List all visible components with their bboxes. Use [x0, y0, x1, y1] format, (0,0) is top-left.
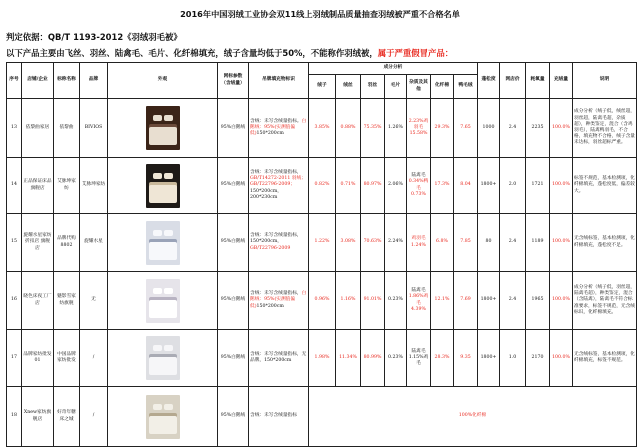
cell-synthetic: 6.8%	[431, 214, 454, 272]
impurity-highlight: 2.23%鸡羽毛 15.58%	[408, 118, 429, 137]
cell-label-name: 好奇年糖床之城	[54, 387, 80, 447]
cell-brand: 艾脉坤家纺	[80, 158, 108, 214]
header-no: 序号	[7, 63, 22, 99]
header-impurity: 杂质及其他	[407, 75, 431, 99]
cell-hang-tag	[249, 158, 309, 214]
cell-shop: 正品保证床品旗舰店	[22, 158, 54, 214]
cell-feather: 1.26%	[385, 99, 407, 158]
cell-oxygen: 2.4	[500, 214, 526, 272]
header-duck-ratio: 鸭毛绒	[454, 75, 478, 99]
cell-duck-ratio: 100.0%	[550, 214, 573, 272]
cell-hang-tag	[249, 272, 309, 330]
cell-duck-ratio: 100.0%	[550, 158, 573, 214]
cell-brand: 旋耀水星	[80, 214, 108, 272]
cell-claim: 95%白鹅绒	[218, 330, 249, 387]
cell-no: 16	[7, 272, 22, 330]
cell-shop: 品牌家纺批发01	[22, 330, 54, 387]
cell-shop: 旋耀水星家纺折扣店 旗舰店	[22, 214, 54, 272]
cell-brand: 无	[80, 272, 108, 330]
cell-fluff: 3.08%	[336, 214, 361, 272]
hang-tag-size: 150*200cm	[256, 303, 284, 309]
header-appearance: 外观	[108, 63, 218, 99]
cell-fill-weight: 1189	[526, 214, 550, 272]
cell-fluff: 1.16%	[336, 272, 361, 330]
cell-loft: 7.65	[454, 99, 478, 158]
cell-label-name: 艾脉坤家纺	[54, 158, 80, 214]
hang-tag-text: 含绒：未写含绒量指标，	[250, 169, 302, 175]
header-feather-fiber: 羽丝	[361, 75, 385, 99]
cell-synthetic: 12.1%	[431, 272, 454, 330]
cell-synthetic: 28.3%	[431, 330, 454, 387]
header-feather: 毛片	[385, 75, 407, 99]
cell-fill-weight: 1965	[526, 272, 550, 330]
cell-price: 80	[478, 214, 500, 272]
table-row	[7, 158, 637, 214]
cell-shop: Xnew家纺旗舰店	[22, 387, 54, 447]
product-photo	[146, 336, 180, 380]
cell-hang-tag	[249, 330, 309, 387]
cell-label-name: 依黎曲	[54, 99, 80, 158]
cell-feather: 0.23%	[385, 330, 407, 387]
cell-brand: /	[80, 330, 108, 387]
intro-text	[6, 47, 453, 59]
cell-feather-fiber: 91.01%	[361, 272, 385, 330]
cell-oxygen: 2.4	[500, 99, 526, 158]
impurity-text: 陆禽毛	[411, 288, 426, 294]
hang-tag-text: 含绒：未写含绒量指标，150*200cm，	[250, 233, 302, 245]
cell-price: 1800+	[478, 330, 500, 387]
cell-feather: 2.06%	[385, 158, 407, 214]
cell-label-name: 中国品牌家纺批发	[54, 330, 80, 387]
hang-tag-text: 含绒：未写含绒量指标，	[250, 291, 302, 297]
cell-fluff: 0.88%	[336, 99, 361, 158]
header-oxygen: 耗氧量	[526, 63, 550, 99]
cell-duck-ratio: 100.0%	[550, 272, 573, 330]
cell-shop: 依黎曲家居	[22, 99, 54, 158]
cell-brand: BIVIOS	[80, 99, 108, 158]
cell-duck-ratio: 100.0%	[550, 330, 573, 387]
cell-appearance	[108, 330, 218, 387]
header-shop: 店铺/企业	[22, 63, 54, 99]
cell-label-name: 品牌代购 8802	[54, 214, 80, 272]
header-notes: 说明	[573, 63, 637, 99]
product-photo	[146, 395, 180, 439]
table-row	[7, 272, 637, 330]
hang-tag-highlight: 白鹅绒：95%(实测值偏低)	[250, 118, 307, 137]
intro-prefix: 以下产品主要由飞丝、羽丝、陆禽毛、毛片、化纤棉填充，绒子含量均低于50%，不能称作羽绒被，	[6, 48, 378, 58]
cell-down: 1.22%	[309, 214, 336, 272]
cell-fluff: 0.71%	[336, 158, 361, 214]
header-fluff: 绒丝	[336, 75, 361, 99]
cell-notes: 成分分析（绒子低，羽丝超，陆禽毛超），种类鉴定，混合（含陆禽），陆禽毛不符合标准要求，标签不规范，无含绒标识，化纤棉填充。	[573, 272, 637, 330]
cell-down: 0.82%	[309, 158, 336, 214]
cell-fluff: 11.34%	[336, 330, 361, 387]
cell-brand: /	[80, 387, 108, 447]
cell-price: 1000	[478, 99, 500, 158]
product-photo	[146, 279, 180, 323]
cell-impurity	[407, 158, 431, 214]
hang-tag-size: ，无品牌，150*200cm	[250, 351, 307, 363]
cell-oxygen: 2.0	[500, 158, 526, 214]
product-photo	[146, 106, 180, 150]
cell-no: 17	[7, 330, 22, 387]
results-table	[6, 62, 637, 447]
cell-synthetic: 17.3%	[431, 158, 454, 214]
impurity-text: 陆禽毛	[411, 173, 426, 179]
cell-price: 1800+	[478, 158, 500, 214]
header-fill-weight: 充绒量	[550, 63, 573, 99]
header-brand: 品牌	[80, 63, 108, 99]
cell-hang-tag	[249, 214, 309, 272]
cell-notes: 无含绒标签，基本检测项，化纤棉填充，蓬松度不足。	[573, 214, 637, 272]
cell-feather: 2.24%	[385, 214, 407, 272]
cell-feather-fiber: 70.63%	[361, 214, 385, 272]
cell-notes: 成分分析（绒子低，绒丝超，羽丝超，陆禽毛超，杂质超），种类鉴定，混合（含鸡羽毛），陆禽鸭羽毛，不合格，填充物不合格，绒子含量未达标，羽丝超标严重。	[573, 99, 637, 158]
cell-appearance	[108, 272, 218, 330]
cell-feather: 0.23%	[385, 272, 407, 330]
cell-appearance	[108, 99, 218, 158]
cell-fill-weight: 2235	[526, 99, 550, 158]
cell-no: 18	[7, 387, 22, 447]
header-hang-tag: 吊牌填充物标识	[249, 63, 309, 99]
table-row	[7, 99, 637, 158]
cell-claim: 95%白鹅绒	[218, 387, 249, 447]
cell-feather-fiber: 75.35%	[361, 99, 385, 158]
cell-claim: 95%白鹅绒	[218, 272, 249, 330]
hang-tag-highlight: GB/T14272-2011 羽绒；GB/T22796-2009；	[250, 176, 306, 188]
table-row	[7, 387, 637, 447]
impurity-highlight: 鸡羽毛 1.24%	[411, 236, 426, 248]
hang-tag-highlight: GB/T22796-2009	[250, 245, 291, 251]
intro-highlight: 属于严重假冒产品：	[377, 48, 454, 58]
cell-impurity	[407, 99, 431, 158]
header-price: 网店价	[500, 63, 526, 99]
cell-fill-weight: 1721	[526, 158, 550, 214]
cell-appearance	[108, 387, 218, 447]
impurity-highlight: 1.86%鸡毛 4.39%	[408, 294, 429, 312]
cell-claim: 95%白鹅绒	[218, 99, 249, 158]
cell-duck-ratio: 100.0%	[550, 99, 573, 158]
cell-notes: 无含绒标签，基本检测项，化纤棉填充，标签不规范。	[573, 330, 637, 387]
cell-loft: 8.04	[454, 158, 478, 214]
cell-no: 15	[7, 214, 22, 272]
cell-no: 14	[7, 158, 22, 214]
header-synthetic: 化纤棉	[431, 75, 454, 99]
hang-tag-size: 150*200cm	[256, 131, 284, 137]
cell-label-name: 魅影雪家纺旗舰	[54, 272, 80, 330]
product-photo	[146, 164, 180, 208]
hang-tag-text: 含绒：未写含绒量指标。	[250, 118, 302, 124]
judgment-basis: 判定依据：QB/T 1193-2012《羽绒羽毛被》	[6, 32, 182, 42]
impurity-highlight: 0.34%鸭毛 0.73%	[408, 179, 429, 197]
impurity-text: 陆禽毛 1.15%鸡毛	[408, 348, 429, 367]
cell-oxygen: 1.0	[500, 330, 526, 387]
header-label-name: 标称名称	[54, 63, 80, 99]
cell-down: 1.98%	[309, 330, 336, 387]
cell-down: 3.85%	[309, 99, 336, 158]
cell-loft: 7.85	[454, 214, 478, 272]
cell-impurity	[407, 214, 431, 272]
hang-tag-highlight: 白鹅绒：95%(实测值偏低)	[250, 291, 307, 309]
hang-tag-text: 含绒：未写含绒量指标	[250, 351, 297, 357]
table-row	[7, 330, 637, 387]
cell-impurity	[407, 272, 431, 330]
cell-down: 0.96%	[309, 272, 336, 330]
cell-no: 13	[7, 99, 22, 158]
cell-feather-fiber: 80.97%	[361, 158, 385, 214]
header-claim: 网标参数（含绒量）	[218, 63, 249, 99]
cell-shop: 晓色床夜工厂店	[22, 272, 54, 330]
header-composition: 成分分析	[309, 63, 478, 75]
product-photo	[146, 221, 180, 265]
cell-fill-weight: 2170	[526, 330, 550, 387]
cell-price: 1800+	[478, 272, 500, 330]
cell-claim: 95%白鹅绒	[218, 214, 249, 272]
cell-loft: 9.35	[454, 330, 478, 387]
cell-appearance	[108, 158, 218, 214]
cell-loft: 7.69	[454, 272, 478, 330]
cell-full-row-note: 100%化纤棉	[309, 387, 637, 447]
page-title: 2016年中国羽绒工业协会双11线上羽绒制品质量抽查羽绒被严重不合格名单	[180, 9, 460, 19]
cell-claim: 95%白鹅绒	[218, 158, 249, 214]
hang-tag-size: 150*200cm，200*230cm	[250, 188, 282, 200]
header-loft: 蓬松度	[478, 63, 500, 99]
hang-tag-text: 含绒：未写含绒量指标	[250, 413, 297, 419]
cell-notes: 标签不规范，基本检测项，化纤棉填充，蓬松度低，偏差较大。	[573, 158, 637, 214]
cell-feather-fiber: 80.99%	[361, 330, 385, 387]
header-down: 绒子	[309, 75, 336, 99]
cell-hang-tag	[249, 387, 309, 447]
table-row	[7, 214, 637, 272]
cell-synthetic: 29.3%	[431, 99, 454, 158]
cell-oxygen: 2.4	[500, 272, 526, 330]
cell-hang-tag	[249, 99, 309, 158]
cell-impurity	[407, 330, 431, 387]
cell-appearance	[108, 214, 218, 272]
